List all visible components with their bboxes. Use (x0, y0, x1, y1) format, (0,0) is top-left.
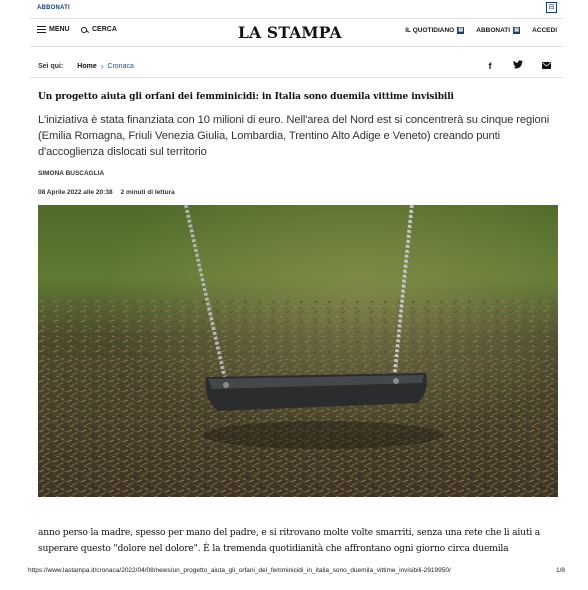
read-time: 2 minuti di lettura (120, 189, 175, 196)
site-logo[interactable]: LA STAMPA (238, 23, 342, 42)
newspaper-icon[interactable]: ⊟ (546, 2, 557, 13)
print-footer-url: https://www.lastampa.it/cronaca/2022/04/08/news/un_progetto_aiuta_gli_orfani_dei_femminicidi_in_italia_sono_duemila_vittime_invisibili-2919950/ (28, 567, 451, 574)
breadcrumb-home[interactable]: Home (77, 63, 97, 70)
article-meta (38, 189, 175, 196)
quotidiano-label: IL QUOTIDIANO (405, 27, 455, 34)
mail-icon[interactable] (541, 61, 551, 71)
article-photo-swing (38, 205, 558, 497)
article-author[interactable]: SIMONA BUSCAGLIA (38, 170, 105, 177)
facebook-icon[interactable]: f (488, 60, 492, 71)
header-actions (405, 27, 557, 34)
menu-button[interactable] (37, 26, 70, 33)
quotidiano-icon: ▤ (458, 27, 464, 33)
article-body-line2: superare questo "dolore nel dolore". È la tremenda quotidianità che affrontano ogni giorno circa duemila (38, 543, 509, 554)
breadcrumb-bar (30, 55, 563, 78)
twitter-icon[interactable] (513, 60, 523, 71)
breadcrumb-section[interactable]: Cronaca (107, 63, 134, 70)
subscribe-link[interactable]: ABBONATI (37, 5, 70, 11)
abbonati-icon: ▤ (514, 27, 519, 33)
article-body (38, 525, 562, 557)
breadcrumb-prefix: Sei qui: (38, 63, 64, 70)
share-buttons (485, 60, 551, 71)
article-summary: L'iniziativa è stata finanziata con 10 milioni di euro. Nell'area del Nord est si concentrerà su cinque regioni (Emilia Romagna, Friuli Venezia Giulia, Lombardia, Trentino Alto Adige e Veneto) creando punti d'accoglienza dislocati sul territorio (38, 114, 550, 158)
search-icon (81, 27, 87, 33)
breadcrumb (38, 62, 134, 71)
chevron-right-icon: › (100, 62, 104, 71)
site-header (30, 18, 563, 47)
hamburger-icon (37, 26, 46, 33)
abbonati-label: ABBONATI (476, 27, 511, 34)
menu-label: MENU (49, 26, 70, 33)
abbonati-link[interactable] (476, 27, 520, 34)
print-footer-page: 1/8 (556, 567, 566, 574)
quotidiano-link[interactable] (405, 27, 464, 34)
top-bar (30, 0, 563, 19)
article-body-line1: anno perso la madre, spesso per mano del padre, e si ritrovano molte volte smarriti, senza una rete che li aiuti a (38, 527, 541, 538)
article-title: Un progetto aiuta gli orfani dei femminicidi: in Italia sono duemila vittime invisibili (38, 92, 454, 102)
search-button[interactable] (81, 26, 117, 33)
search-label: CERCA (92, 26, 117, 33)
accedi-button[interactable]: ACCEDI (532, 27, 557, 34)
article-date: 08 Aprile 2022 alle 20:38 (38, 189, 113, 196)
